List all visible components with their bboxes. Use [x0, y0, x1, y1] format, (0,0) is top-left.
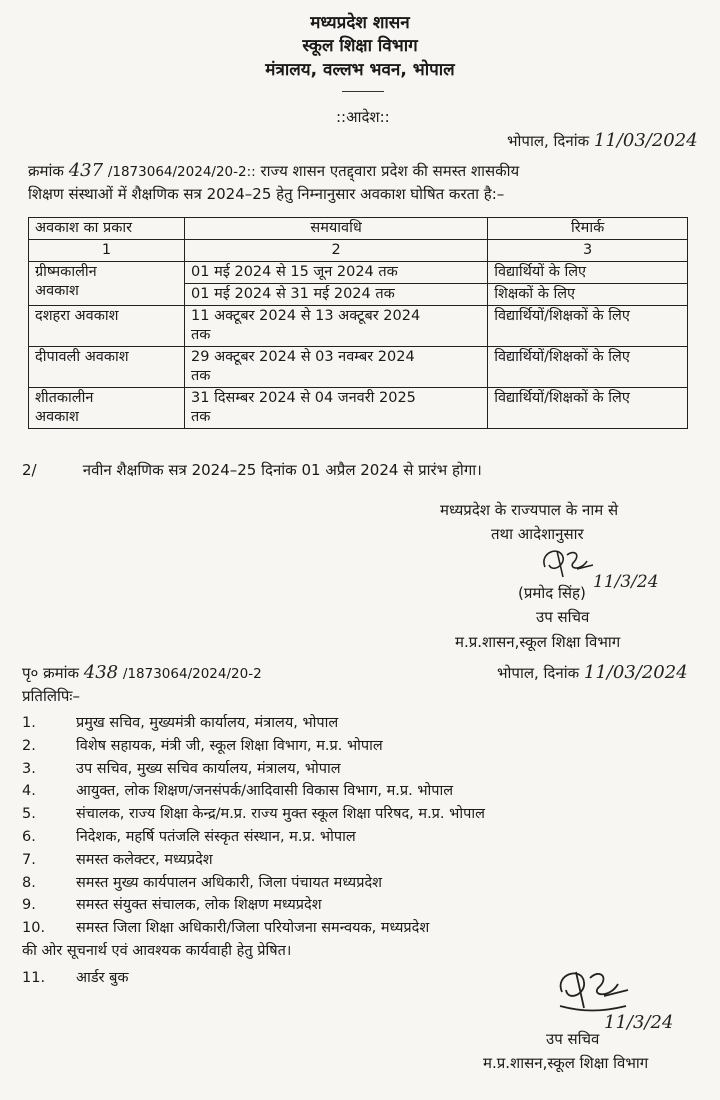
- signature1-designation: उप सचिव: [536, 608, 590, 626]
- table-row: [29, 347, 688, 388]
- point-2-number: 2/: [22, 461, 37, 479]
- order-number: 437: [68, 160, 104, 181]
- summer-period-teachers: 01 मई 2024 से 31 मई 2024 तक: [185, 284, 488, 306]
- dussehra-period-line2: तक: [191, 327, 211, 343]
- signature2-designation: उप सचिव: [546, 1030, 600, 1048]
- list-item: 9. समस्त संयुक्त संचालक, लोक शिक्षण मध्यप्रदेश: [22, 897, 322, 914]
- header-remark: रिमार्क: [488, 218, 688, 240]
- endorsement-date-value: 11/03/2024: [583, 662, 688, 683]
- header-divider: [342, 91, 384, 92]
- handwritten-signature-icon: [537, 543, 597, 585]
- dussehra-period: [185, 306, 488, 347]
- govt-name: मध्यप्रदेश शासन: [310, 13, 410, 33]
- winter-type-line1: शीतकालीन: [35, 390, 94, 406]
- header-leave-type: अवकाश का प्रकार: [29, 218, 185, 240]
- dussehra-remark: विद्यार्थियों/शिक्षकों के लिए: [488, 306, 688, 347]
- list-item: 1. प्रमुख सचिव, मुख्यमंत्री कार्यालय, मंत्रालय, भोपाल: [22, 715, 339, 731]
- col-number-3: 3: [488, 240, 688, 262]
- order-prefix: क्रमांक: [28, 162, 64, 180]
- table-row: [29, 262, 688, 284]
- table-col-number-row: [29, 240, 688, 262]
- department-name: स्कूल शिक्षा विभाग: [302, 36, 418, 56]
- signature2-dept: म.प्र.शासन,स्कूल शिक्षा विभाग: [483, 1054, 649, 1072]
- copy-label: प्रतिलिपिः–: [22, 687, 80, 705]
- table-row: [29, 388, 688, 429]
- signature1-line2: तथा आदेशानुसार: [491, 525, 584, 543]
- list-item: 11. आर्डर बुक: [22, 969, 129, 986]
- diwali-remark: विद्यार्थियों/शिक्षकों के लिए: [488, 347, 688, 388]
- list-item: 2. विशेष सहायक, मंत्री जी, स्कूल शिक्षा विभाग, म.प्र. भोपाल: [22, 737, 383, 754]
- order-text-line2: शिक्षण संस्थाओं में शैक्षणिक सत्र 2024–25 हेतु निम्नानुसार अवकाश घोषित करता है:–: [28, 185, 505, 203]
- diwali-period-line2: तक: [191, 368, 211, 384]
- list-item: 5. संचालक, राज्य शिक्षा केन्द्र/म.प्र. राज्य मुक्त स्कूल शिक्षा परिषद, म.प्र. भोपाल: [22, 806, 485, 823]
- signature2-scrawl: [552, 962, 632, 1018]
- order-ref: /1873064/2024/20-2::: [107, 164, 256, 180]
- order-date-label: भोपाल, दिनांक: [507, 132, 590, 150]
- forward-note: की ओर सूचनार्थ एवं आवश्यक कार्यवाही हेतु प्रेषित।: [22, 942, 292, 959]
- endorsement-prefix: पृ० क्रमांक: [22, 664, 79, 682]
- winter-period: [185, 388, 488, 429]
- endorsement-date-label: भोपाल, दिनांक: [497, 664, 580, 682]
- dussehra-leave-type: दशहरा अवकाश: [29, 306, 185, 347]
- summer-period-students: 01 मई 2024 से 15 जून 2024 तक: [185, 262, 488, 284]
- summer-remark-students: विद्यार्थियों के लिए: [488, 262, 688, 284]
- summer-remark-teachers: शिक्षकों के लिए: [488, 284, 688, 306]
- point-2-text: नवीन शैक्षणिक सत्र 2024–25 दिनांक 01 अप्रैल 2024 से प्रारंभ होगा।: [82, 461, 482, 479]
- winter-period-line1: 31 दिसम्बर 2024 से 04 जनवरी 2025: [191, 390, 416, 406]
- col-number-2: 2: [185, 240, 488, 262]
- summer-type-line1: ग्रीष्मकालीन: [35, 264, 97, 280]
- signature1-date: 11/3/24: [593, 572, 659, 592]
- signature1-dept: म.प्र.शासन,स्कूल शिक्षा विभाग: [455, 633, 621, 651]
- table-row: [29, 306, 688, 347]
- winter-remark: विद्यार्थियों/शिक्षकों के लिए: [488, 388, 688, 429]
- list-item: 7. समस्त कलेक्टर, मध्यप्रदेश: [22, 851, 213, 868]
- endorsement-date: [497, 662, 688, 683]
- endorsement-number: 438: [83, 662, 119, 683]
- leave-table: [28, 217, 688, 429]
- list-item: 8. समस्त मुख्य कार्यपालन अधिकारी, जिला पंचायत मध्यप्रदेश: [22, 874, 383, 891]
- list-item: 4. आयुक्त, लोक शिक्षण/जनसंपर्क/आदिवासी विकास विभाग, म.प्र. भोपाल: [22, 783, 454, 800]
- summer-leave-type: [29, 262, 185, 306]
- signature2-date: 11/3/24: [604, 1012, 674, 1033]
- diwali-leave-type: दीपावली अवकाश: [29, 347, 185, 388]
- copy-list: [22, 712, 485, 990]
- signature1-name: (प्रमोद सिंह): [518, 584, 586, 602]
- order-date: [507, 130, 698, 151]
- signature1-scrawl: [537, 543, 597, 585]
- winter-type-line2: अवकाश: [35, 409, 79, 425]
- endorsement-reference: [22, 662, 262, 683]
- office-address: मंत्रालय, वल्लभ भवन, भोपाल: [265, 60, 455, 80]
- order-reference: [28, 160, 519, 181]
- table-header-row: [29, 218, 688, 240]
- endorsement-ref: /1873064/2024/20-2: [122, 666, 262, 682]
- header-period: समयावधि: [185, 218, 488, 240]
- point-2: [22, 460, 482, 480]
- order-title: ::आदेश::: [336, 108, 390, 126]
- col-number-1: 1: [29, 240, 185, 262]
- dussehra-period-line1: 11 अक्टूबर 2024 से 13 अक्टूबर 2024: [191, 308, 421, 324]
- list-item: 6. निदेशक, महर्षि पतंजलि संस्कृत संस्थान, म.प्र. भोपाल: [22, 828, 356, 845]
- signature1-line1: मध्यप्रदेश के राज्यपाल के नाम से: [440, 501, 619, 519]
- winter-leave-type: [29, 388, 185, 429]
- handwritten-signature-icon: [552, 962, 632, 1018]
- list-item: 10. समस्त जिला शिक्षा अधिकारी/जिला परियोजना समन्वयक, मध्यप्रदेश: [22, 920, 430, 937]
- order-date-value: 11/03/2024: [593, 130, 698, 151]
- summer-type-line2: अवकाश: [35, 283, 79, 299]
- diwali-period-line1: 29 अक्टूबर 2024 से 03 नवम्बर 2024: [191, 349, 415, 365]
- diwali-period: [185, 347, 488, 388]
- list-item: 3. उप सचिव, मुख्य सचिव कार्यालय, मंत्रालय, भोपाल: [22, 760, 341, 777]
- winter-period-line2: तक: [191, 409, 211, 425]
- order-text-line1: राज्य शासन एतद्द्वारा प्रदेश की समस्त शासकीय: [260, 162, 520, 180]
